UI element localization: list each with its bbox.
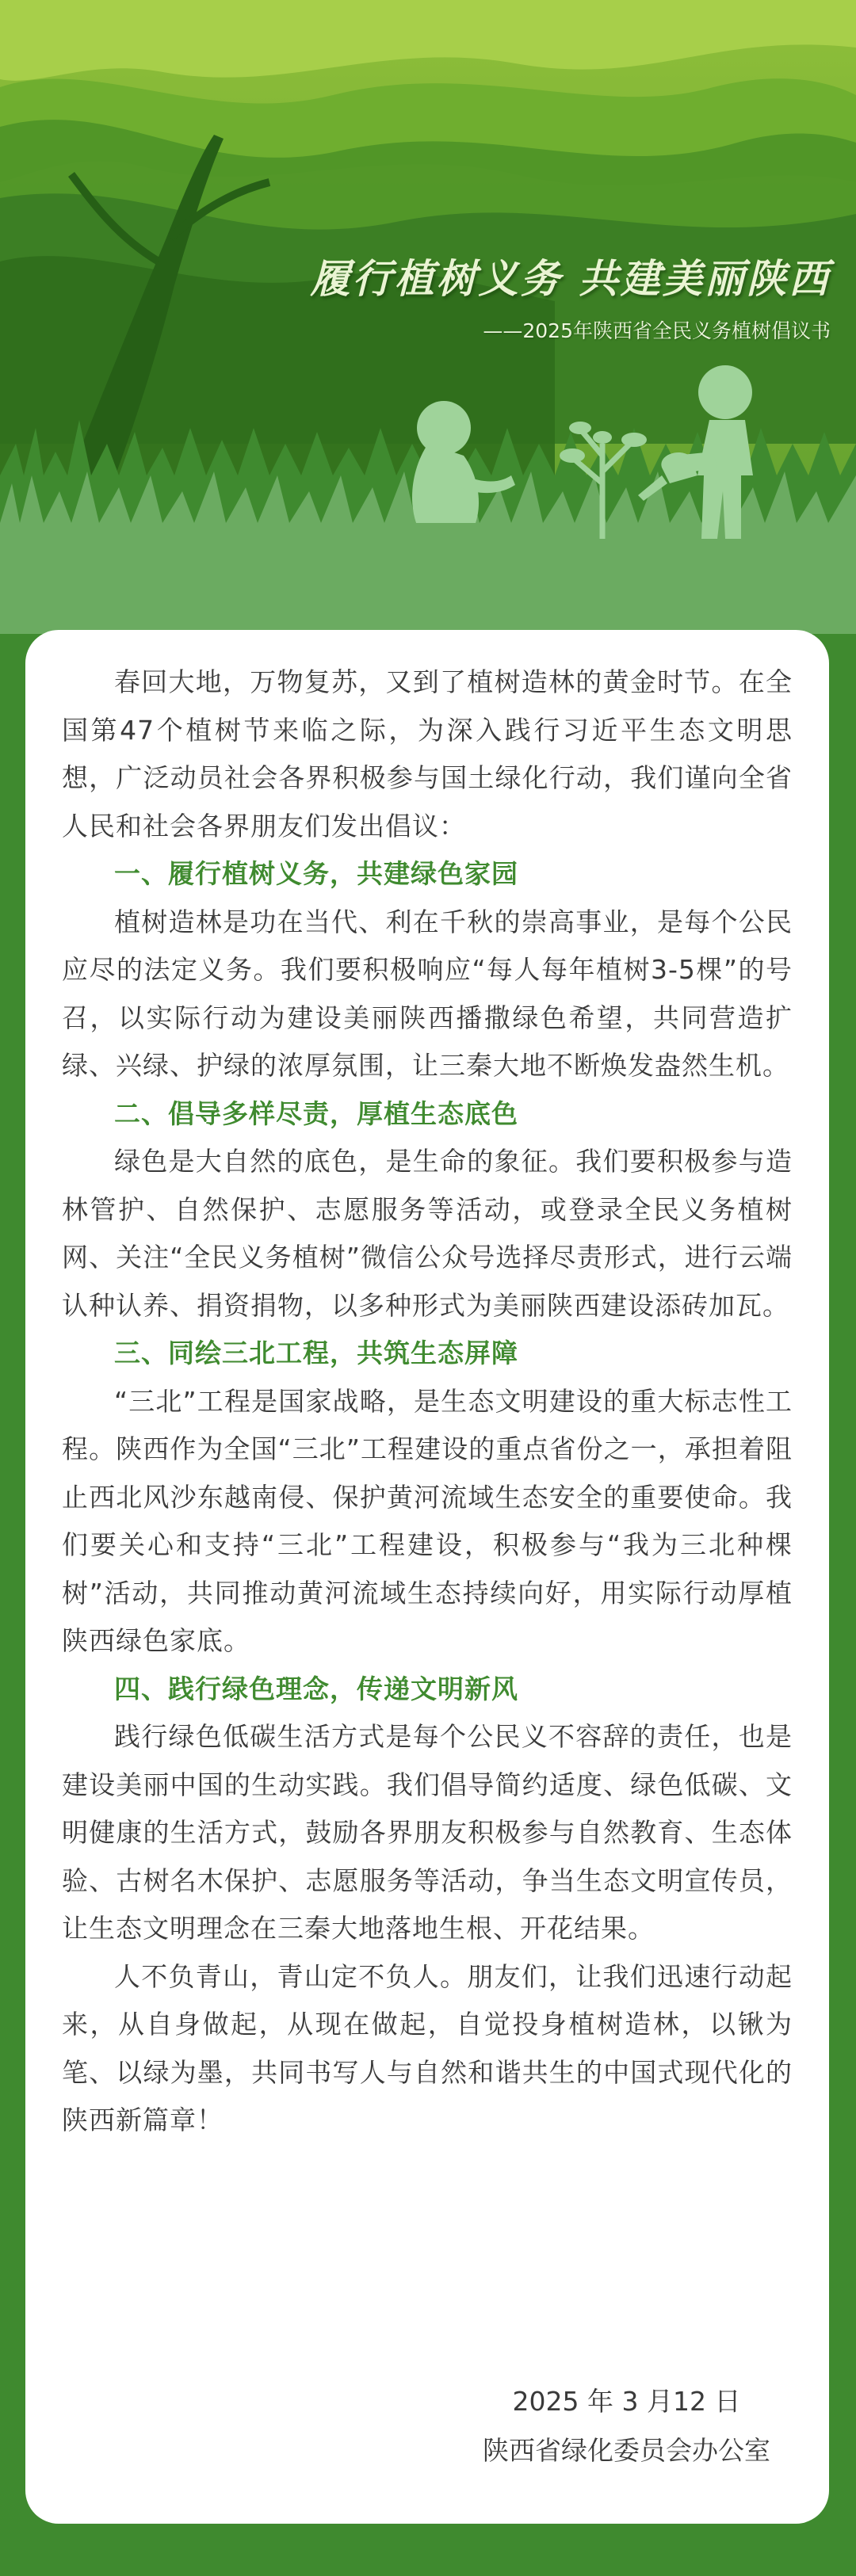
signature-date: 2025 年 3 月12 日	[512, 2386, 741, 2417]
section-2-heading: 二、倡导多样尽责，厚植生态底色	[114, 1097, 518, 1129]
signature-block	[483, 2377, 770, 2475]
intro-paragraph: 春回大地，万物复苏，又到了植树造林的黄金时节。在全国第47个植树节来临之际，为深入践行习近平生态文明思想，广泛动员社会各界积极参与国土绿化行动，我们谨向全省人民和社会各界朋友们发出倡议：	[62, 666, 793, 841]
page-title: 履行植树义务 共建美丽陕西	[310, 256, 831, 302]
signature-organization: 陕西省绿化委员会办公室	[483, 2435, 770, 2466]
section-3-body: “三北”工程是国家战略，是生态文明建设的重大标志性工程。陕西作为全国“三北”工程建设的重点省份之一，承担着阻止西北风沙东越南侵、保护黄河流域生态安全的重要使命。我们要关心和支持“三北”工程建设，积极参与“我为三北种棵树”活动，共同推动黄河流域生态持续向好，用实际行动厚植陕西绿色家底。	[62, 1385, 793, 1656]
section-4-heading: 四、践行绿色理念，传递文明新风	[114, 1673, 518, 1704]
section-1-heading: 一、履行植树义务，共建绿色家园	[114, 858, 518, 889]
header-banner	[0, 0, 856, 634]
section-4-body: 践行绿色低碳生活方式是每个公民义不容辞的责任，也是建设美丽中国的生动实践。我们倡导简约适度、绿色低碳、文明健康的生活方式，鼓励各界朋友积极参与自然教育、生态体验、古树名木保护、志愿服务等活动，争当生态文明宣传员，让生态文明理念在三秦大地落地生根、开花结果。	[62, 1721, 793, 1944]
closing-paragraph: 人不负青山，青山定不负人。朋友们，让我们迅速行动起来，从自身做起，从现在做起，自觉投身植树造林，以锹为笔、以绿为墨，共同书写人与自然和谐共生的中国式现代化的陕西新篇章！	[62, 1960, 793, 2135]
section-2-body: 绿色是大自然的底色，是生命的象征。我们要积极参与造林管护、自然保护、志愿服务等活动，或登录全民义务植树网、关注“全民义务植树”微信公众号选择尽责形式，进行云端认种认养、捐资捐物，以多种形式为美丽陕西建设添砖加瓦。	[62, 1146, 793, 1321]
proposal-letter-card	[25, 630, 829, 2524]
page-subtitle: ——2025年陕西省全民义务植树倡议书	[483, 319, 831, 342]
section-1-body: 植树造林是功在当代、利在千秋的崇高事业，是每个公民应尽的法定义务。我们要积极响应“每人每年植树3-5棵”的号召，以实际行动为建设美丽陕西播撒绿色希望，共同营造扩绿、兴绿、护绿的浓厚氛围，让三秦大地不断焕发盎然生机。	[62, 906, 793, 1081]
section-3-heading: 三、同绘三北工程，共筑生态屏障	[114, 1338, 518, 1368]
